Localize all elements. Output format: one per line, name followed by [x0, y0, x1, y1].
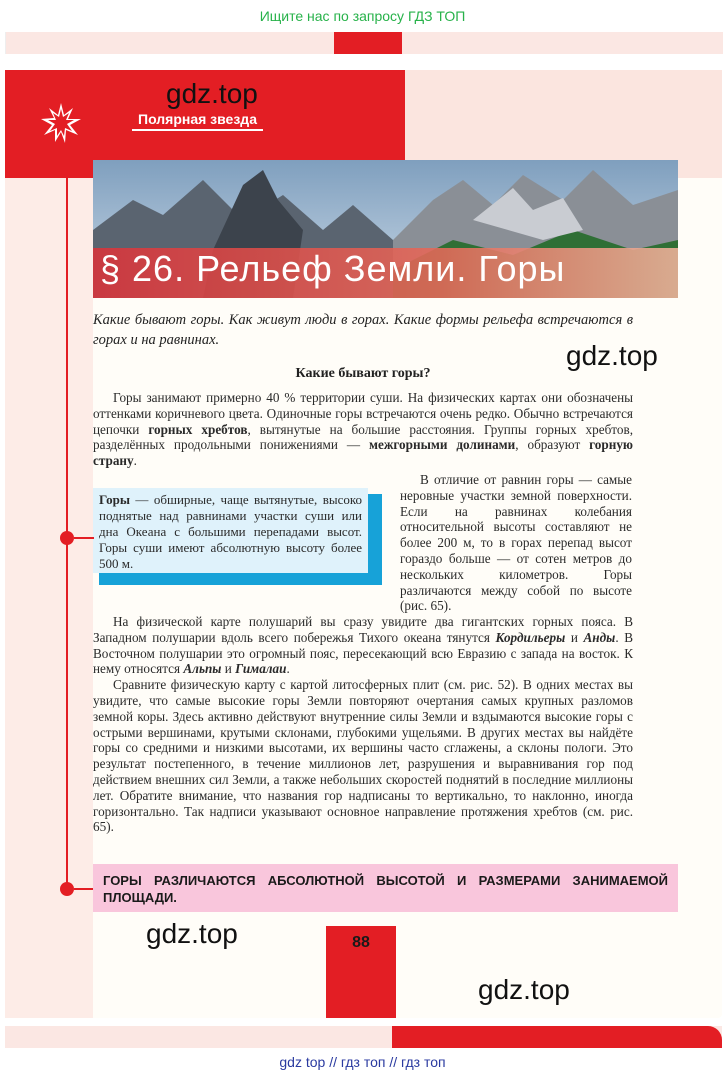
star-logo-icon	[40, 102, 82, 144]
definition-text: Горы — обширные, чаще вытянутые, высоко поднятые над равнинами участки суши или дна Океана с большими перепадами высот. Горы суши имеют абсолютную высоту более 500 м.	[99, 492, 362, 571]
paragraph-mountains-intro: Горы занимают примерно 40 % территории суши. На физических картах они обозначены оттенками коричневого цвета. Одиночные горы встречаются очень редко. Обычно встречаются цепочки горных хребтов, вытянутые на большие расстояния. Группы горных хребтов, разделённых продольными понижениями — межгорными долинами, образуют горную страну.	[93, 390, 633, 469]
watermark: gdz.top	[478, 974, 570, 1005]
margin-line	[66, 112, 68, 892]
left-margin-strip	[5, 178, 93, 1018]
footer-links[interactable]: gdz top // гдз топ // гдз топ	[279, 1054, 446, 1070]
next-page-tab	[392, 1026, 722, 1048]
summary-box: ГОРЫ РАЗЛИЧАЮТСЯ АБСОЛЮТНОЙ ВЫСОТОЙ И РАЗМЕРАМИ ЗАНИМАЕМОЙ ПЛОЩАДИ.	[93, 864, 678, 912]
series-title: Полярная звезда	[132, 109, 263, 131]
margin-marker	[60, 882, 74, 896]
previous-page-tab	[334, 32, 402, 54]
margin-marker-line	[74, 537, 94, 539]
page-number: 88	[352, 934, 370, 951]
chapter-title: § 26. Рельеф Земли. Горы	[100, 248, 566, 289]
watermark: gdz.top	[146, 918, 238, 949]
watermark: gdz.top	[566, 340, 658, 371]
term: межгорными долинами	[368, 437, 516, 453]
top-notice[interactable]: Ищите нас по запросу ГДЗ ТОП	[259, 8, 466, 24]
term: горную страну	[93, 437, 633, 469]
watermark: gdz.top	[166, 78, 258, 109]
lesson-questions: Какие бывают горы. Как живут люди в горах. Какие формы рельефа встречаются в горах и на равнинах.	[93, 312, 633, 348]
definition-box	[93, 488, 368, 573]
paragraph-mountain-belts: На физической карте полушарий вы сразу увидите два гигантских горных пояса. В Западном полушарии вдоль всего побережья Тихого океана тянутся Кордильеры и Анды. В Восточном полушарии это огромный пояс, пересекающий всю Евразию с запада на восток. К нему относятся Альпы и Гималаи. Сравните физическую карту с картой литосферных плит (см. рис. 52). В одних местах вы увидите, что самые высокие горы Земли повторяют очертания самых крупных разломов земной коры. Здесь активно действуют внутренние силы Земли и вздымаются высокие горы с острыми вершинами, крутыми склонами, глубокими ущельями. В других местах вы найдёте горы со средними и низкими высотами, их вершины часто сглажены, а склоны пологи. Это результат постепенного, в течение миллионов лет, разрушения и выравнивания гор под действием внешних сил Земли, а также небольших скоростей поднятий в последние миллионы лет. Обратите внимание, что названия гор надписаны то вертикально, то наклонно, иногда горизонтально. Так надписи указывают основное направление протяжения хребтов (см. рис. 65).	[93, 614, 633, 835]
margin-marker	[60, 531, 74, 545]
section-heading: Какие бывают горы?	[295, 366, 431, 381]
margin-marker-line	[74, 888, 94, 890]
paragraph-relief: В отличие от равнин горы — самые неровные участки земной поверхности. Если на равнинах колебания относительной высоты составляют не более 200 м, то в горах перепад высот гораздо больше — от сотен метров до нескольких километров. Горы различаются между собой по высоте (рис. 65).	[400, 472, 632, 614]
term: горных хребтов	[148, 421, 248, 437]
